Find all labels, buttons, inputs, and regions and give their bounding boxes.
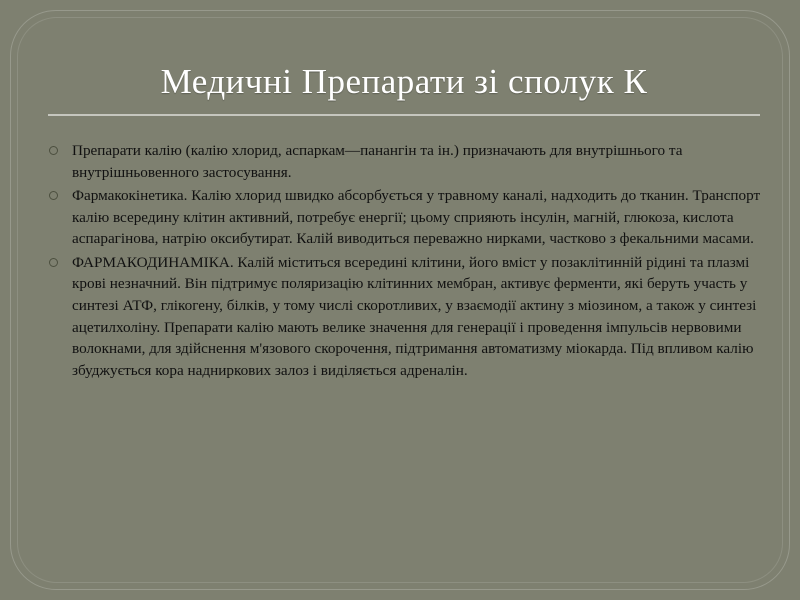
- list-item: [46, 140, 762, 183]
- slide-body: [46, 140, 762, 383]
- list-item-text: ФАРМАКОДИНАМІКА. Калій міститься всередині клітини, його вміст у позаклітинній рідині та плазмі крові незначний. Він підтримує поляризацію клітинних мембран, активує ферменти, які беруть участь у синтезі АТФ, глікогену, білків, у тому числі скоротливих, у взаємодії актину з міозином, а також у синтезі ацетилхоліну. Препарати калію мають велике значення для генерації і проведення імпульсів нервовими волокнами, для здійснення м'язового скорочення, підтримання автоматизму міокарда. Під впливом калію збуджується кора надниркових залоз і виділяється адреналін.: [72, 253, 757, 379]
- list-item-text: Препарати калію (калію хлорид, аспаркам—панангін та ін.) призначають для внутрішнього та внутрішньовенного застосування.: [72, 142, 683, 181]
- list-item-text: Фармакокінетика. Калію хлорид швидко абсорбується у травному каналі, надходить до тканин. Транспорт калію всередину клітин активний, потребує енергії; цьому сприяють інсулін, магній, глюкоза, кислота аспарагінова, натрію оксибутират. Калій виводиться переважно нирками, частково з фекальними масами.: [72, 187, 761, 248]
- circle-outline-bullet-icon: [49, 146, 58, 155]
- bullet-list: [46, 140, 762, 381]
- circle-outline-bullet-icon: [49, 191, 58, 200]
- list-item: [46, 185, 762, 250]
- title-divider: [48, 114, 760, 116]
- list-item: [46, 252, 762, 381]
- page-title: Медичні Препарати зі сполук К: [160, 62, 648, 101]
- slide-title-block: [48, 62, 760, 116]
- circle-outline-bullet-icon: [49, 258, 58, 267]
